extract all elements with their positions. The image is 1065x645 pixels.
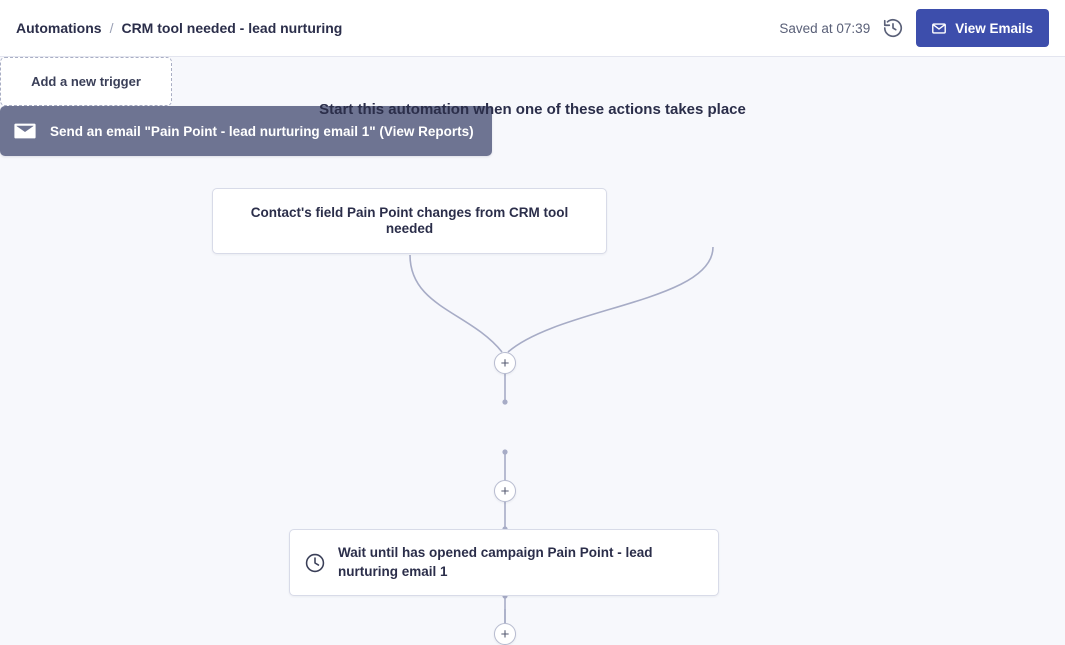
add-step-button-1[interactable]	[494, 352, 516, 374]
add-new-trigger-button[interactable]	[0, 57, 172, 106]
plus-icon: +	[500, 482, 510, 500]
view-emails-label: View Emails	[955, 20, 1033, 36]
history-icon[interactable]	[882, 17, 904, 39]
add-step-button-2[interactable]	[494, 480, 516, 502]
mail-icon	[932, 23, 946, 34]
add-step-button-3[interactable]	[494, 623, 516, 645]
breadcrumb-current-page: CRM tool needed - lead nurturing	[121, 20, 343, 36]
trigger-node-label: Contact's field Pain Point changes from CRM tool needed	[250, 204, 569, 236]
saved-status: Saved at 07:39	[779, 20, 871, 36]
plus-icon: +	[500, 354, 510, 372]
plus-icon: +	[500, 625, 510, 643]
add-new-trigger-label: Add a new trigger	[31, 74, 141, 89]
breadcrumb-separator: /	[109, 20, 114, 36]
automation-canvas[interactable]	[0, 57, 1065, 643]
wait-condition-step-label: Wait until has opened campaign Pain Point - lead nurturing email 1	[338, 544, 653, 579]
top-bar	[0, 0, 1065, 57]
breadcrumb-automations-link[interactable]: Automations	[16, 20, 102, 36]
canvas-headline: Start this automation when one of these actions takes place	[319, 101, 746, 118]
top-bar-actions	[779, 9, 1049, 47]
view-emails-button[interactable]	[916, 9, 1049, 47]
mail-icon	[14, 123, 36, 139]
breadcrumb	[16, 20, 342, 36]
wait-condition-step-node[interactable]	[289, 529, 719, 596]
send-email-step-label: Send an email "Pain Point - lead nurturing email 1" (View Reports)	[50, 123, 474, 139]
trigger-node[interactable]	[212, 188, 607, 254]
clock-icon	[304, 552, 326, 574]
